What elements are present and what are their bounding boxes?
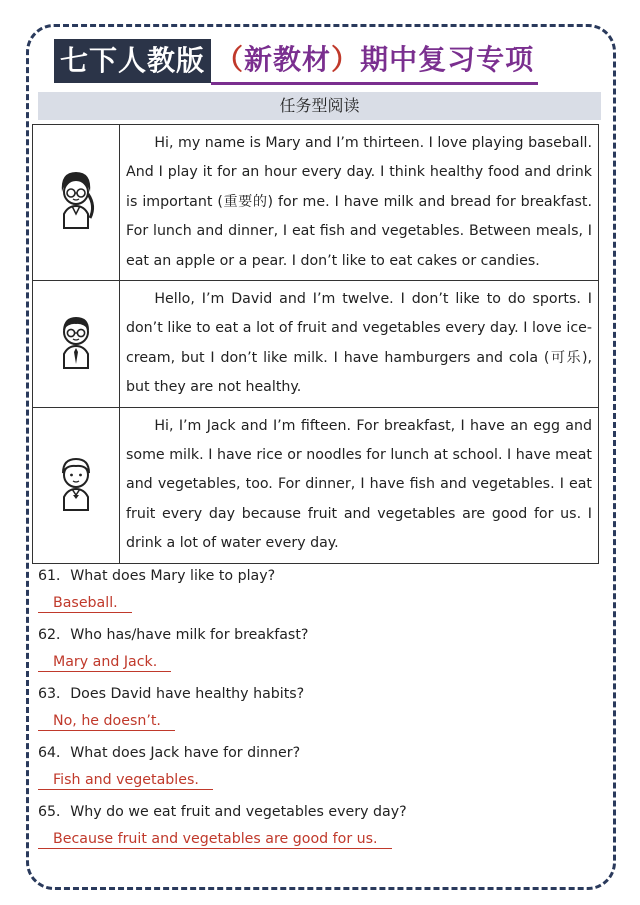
passage-row-david xyxy=(33,281,599,408)
question-text: 65．Why do we eat fruit and vegetables every day? xyxy=(38,804,407,820)
answer-text: Mary and Jack. xyxy=(38,653,171,672)
boy-avatar-icon xyxy=(56,312,96,372)
title-rest xyxy=(211,38,538,85)
boy-avatar-icon xyxy=(56,453,96,513)
question-item xyxy=(38,625,598,672)
title-end: 期中复习专项 xyxy=(360,42,535,76)
title-middle: 新教材 xyxy=(244,42,332,76)
title-paren-open: （ xyxy=(215,42,245,76)
question-text: 63．Does David have healthy habits? xyxy=(38,686,305,702)
page-title xyxy=(54,38,538,84)
avatar-cell xyxy=(33,281,120,408)
answer-text: Baseball. xyxy=(38,594,132,613)
question-text: 64．What does Jack have for dinner? xyxy=(38,745,301,761)
reading-table xyxy=(32,124,599,564)
avatar-cell xyxy=(33,407,120,563)
answer-text: Because fruit and vegetables are good for us. xyxy=(38,830,392,849)
girl-avatar-icon xyxy=(54,168,98,234)
question-text: 61．What does Mary like to play? xyxy=(38,568,276,584)
question-item xyxy=(38,684,598,731)
avatar-cell xyxy=(33,125,120,281)
passage-text-david: Hello, I’m David and I’m twelve. I don’t like to do sports. I don’t like to eat a lot of fruit and vegetables every day. I love ice-cream, but I don’t like milk. I have hamburgers and cola (可乐), but they are not healthy. xyxy=(120,281,599,408)
question-text: 62．Who has/have milk for breakfast? xyxy=(38,627,309,643)
passage-text-jack: Hi, I’m Jack and I’m fifteen. For breakfast, I have an egg and some milk. I have rice or noodles for lunch at school. I have meat and vegetables, too. For dinner, I have fish and vegetables. I eat fruit every day because fruit and vegetables are good for us. I drink a lot of water every day. xyxy=(120,407,599,563)
passage-row-mary xyxy=(33,125,599,281)
question-item xyxy=(38,802,598,849)
question-item xyxy=(38,566,598,613)
answer-text: No, he doesn’t. xyxy=(38,712,175,731)
answer-text: Fish and vegetables. xyxy=(38,771,213,790)
question-item xyxy=(38,743,598,790)
title-paren-close: ） xyxy=(331,42,361,76)
passage-row-jack xyxy=(33,407,599,563)
title-highlighted: 七下人教版 xyxy=(54,39,211,83)
section-heading: 任务型阅读 xyxy=(38,92,601,120)
passage-text-mary: Hi, my name is Mary and I’m thirteen. I love playing baseball. And I play it for an hour every day. I think healthy food and drink is important (重要的) for me. I have milk and bread for breakfast. For lunch and dinner, I eat fish and vegetables. Between meals, I eat an apple or a pear. I don’t like to eat cakes or candies. xyxy=(120,125,599,281)
